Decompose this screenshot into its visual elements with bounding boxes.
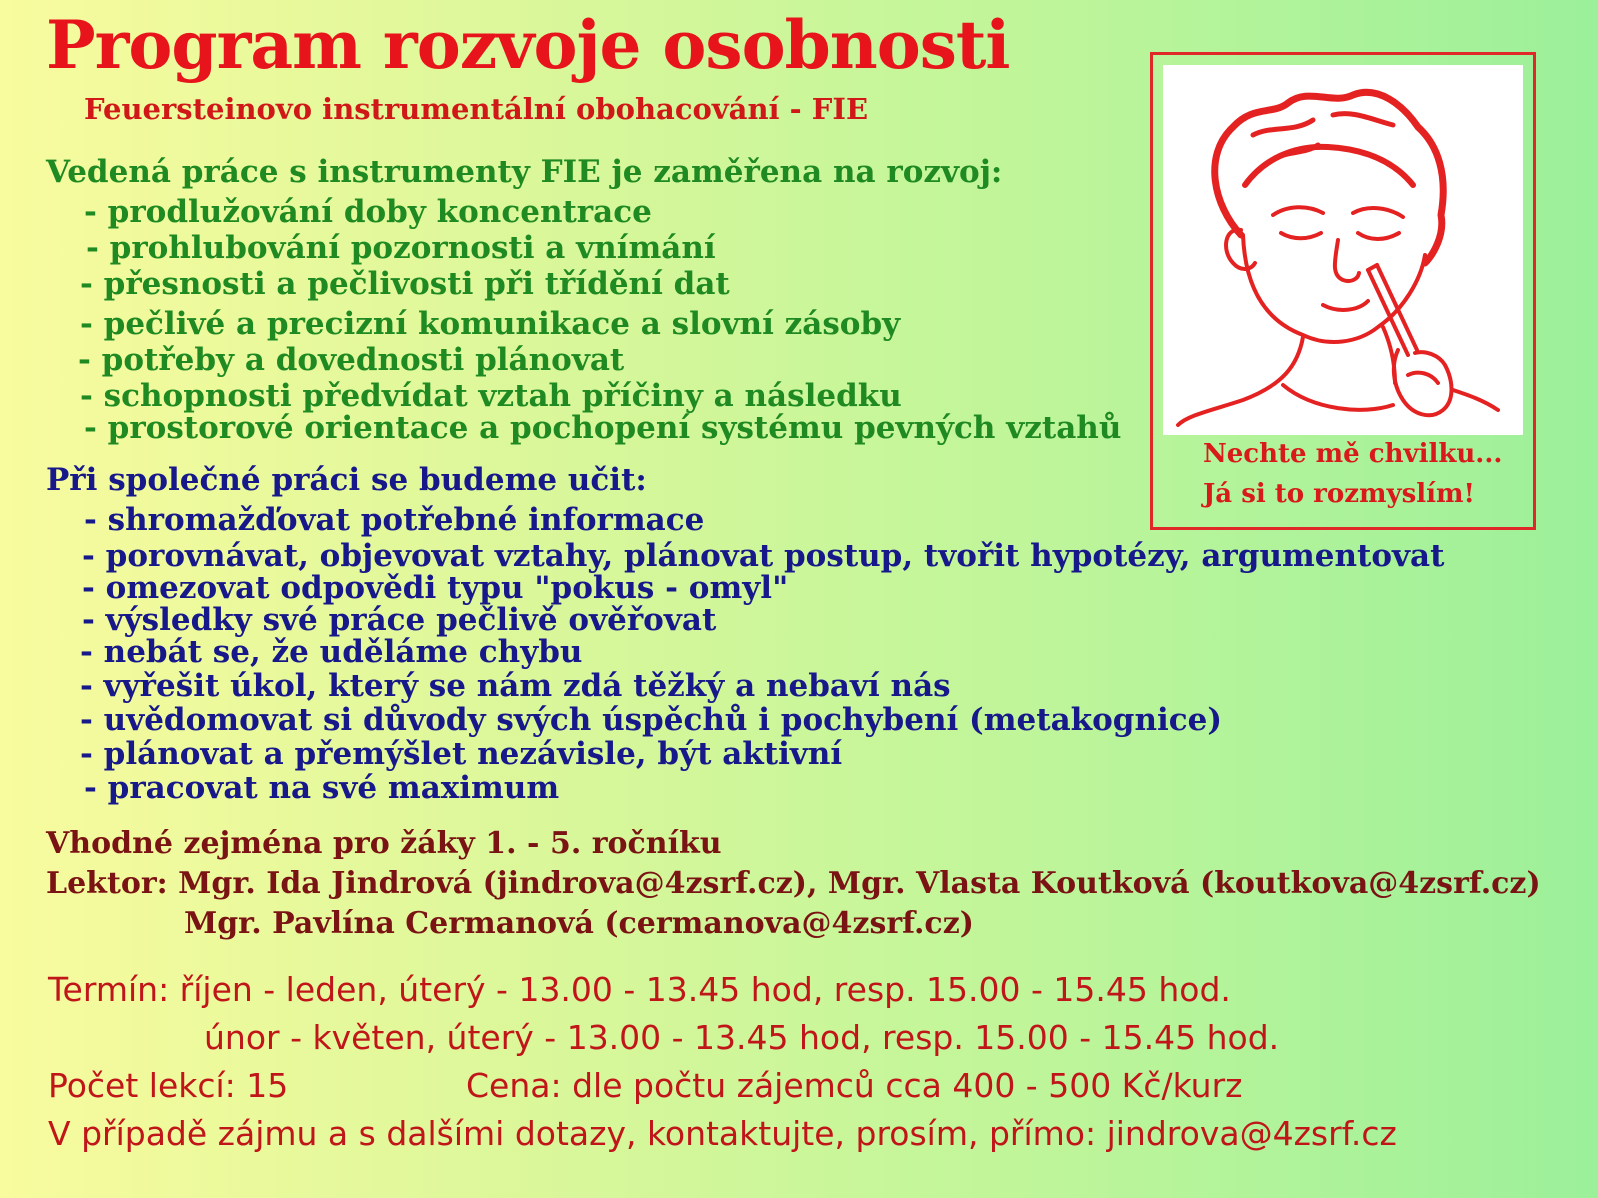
- learn-item: - vyřešit úkol, který se nám zdá těžký a nebaví nás: [80, 668, 951, 704]
- learn-item: - porovnávat, objevovat vztahy, plánovat postup, tvořit hypotézy, argumentovat: [82, 538, 1445, 574]
- thinking-boy-drawing-icon: [1163, 65, 1523, 435]
- focus-item: - prohlubování pozornosti a vnímání: [86, 230, 716, 266]
- learn-item: - plánovat a přemýšlet nezávisle, být aktivní: [80, 736, 843, 772]
- learn-item: - omezovat odpovědi typu "pokus - omyl": [82, 570, 789, 606]
- learn-item: - výsledky své práce pečlivě ověřovat: [82, 602, 717, 638]
- lecturers-line: Mgr. Pavlína Cermanová (cermanova@4zsrf.cz): [184, 906, 974, 941]
- contact-text: V případě zájmu a s dalšími dotazy, kontaktujte, prosím, přímo: jindrova@4zsrf.cz: [48, 1114, 1397, 1153]
- illustration-caption: Nechte mě chvilku...: [1203, 439, 1503, 469]
- illustration-panel: [1150, 52, 1536, 530]
- lecturers-line: Lektor: Mgr. Ida Jindrová (jindrova@4zsrf.cz), Mgr. Vlasta Koutková (koutkova@4zsrf.cz): [46, 866, 1541, 901]
- schedule-line: Termín: říjen - leden, úterý - 13.00 - 13.45 hod, resp. 15.00 - 15.45 hod.: [48, 970, 1231, 1009]
- focus-item: - pečlivé a precizní komunikace a slovní zásoby: [80, 306, 901, 342]
- learn-heading: Při společné práci se budeme učit:: [46, 462, 647, 498]
- learn-item: - nebát se, že uděláme chybu: [80, 634, 583, 670]
- focus-item: - potřeby a dovednosti plánovat: [78, 342, 625, 378]
- focus-item: - schopnosti předvídat vztah příčiny a následku: [80, 378, 902, 414]
- lessons-count: Počet lekcí: 15: [48, 1066, 289, 1105]
- focus-item: - přesnosti a pečlivosti při třídění dat: [80, 266, 730, 302]
- audience-text: Vhodné zejména pro žáky 1. - 5. ročníku: [46, 826, 722, 861]
- page-title: Program rozvoje osobnosti: [46, 6, 1010, 84]
- learn-item: - pracovat na své maximum: [84, 770, 560, 806]
- focus-item: - prodlužování doby koncentrace: [84, 194, 652, 230]
- learn-item: - uvědomovat si důvody svých úspěchů i pochybení (metakognice): [80, 702, 1223, 738]
- page-subtitle: Feuersteinovo instrumentální obohacování - FIE: [84, 92, 869, 126]
- illustration-caption: Já si to rozmyslím!: [1203, 479, 1475, 509]
- price-text: Cena: dle počtu zájemců cca 400 - 500 Kč/kurz: [466, 1066, 1243, 1105]
- learn-item: - shromažďovat potřebné informace: [84, 502, 705, 538]
- focus-item: - prostorové orientace a pochopení systému pevných vztahů: [84, 410, 1122, 446]
- schedule-line: únor - květen, úterý - 13.00 - 13.45 hod, resp. 15.00 - 15.45 hod.: [204, 1018, 1280, 1057]
- focus-heading: Vedená práce s instrumenty FIE je zaměřena na rozvoj:: [46, 154, 1003, 190]
